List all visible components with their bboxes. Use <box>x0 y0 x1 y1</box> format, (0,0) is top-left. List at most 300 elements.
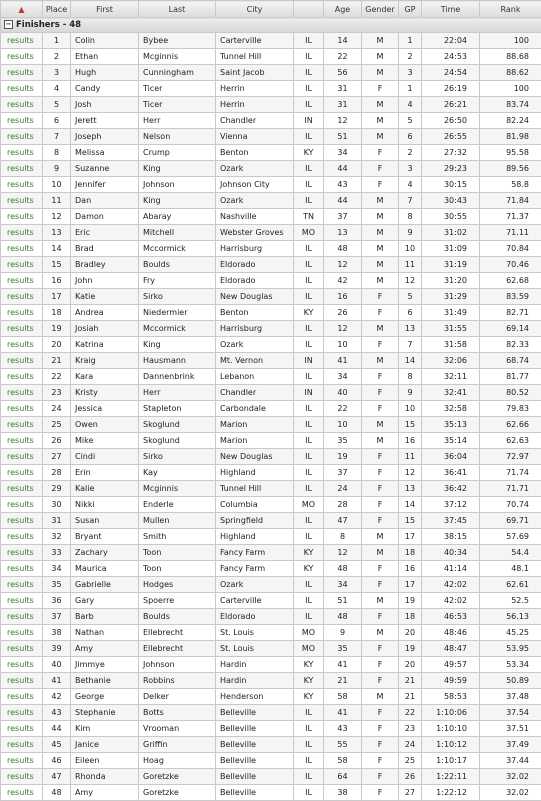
results-link[interactable]: results <box>1 321 43 337</box>
first-name-cell: Erin <box>71 465 139 481</box>
age-cell: 47 <box>324 513 362 529</box>
results-link[interactable]: results <box>1 625 43 641</box>
place-cell: 11 <box>43 193 71 209</box>
time-cell: 26:50 <box>422 113 480 129</box>
gender-cell: F <box>362 401 399 417</box>
results-link[interactable]: results <box>1 657 43 673</box>
table-row <box>1 513 541 529</box>
time-cell: 30:43 <box>422 193 480 209</box>
city-cell: Tunnel Hill <box>216 481 294 497</box>
gender-place-cell: 16 <box>399 561 422 577</box>
gender-cell: F <box>362 177 399 193</box>
results-link[interactable]: results <box>1 193 43 209</box>
first-name-cell: Kim <box>71 721 139 737</box>
rank-cell: 62.68 <box>480 273 541 289</box>
results-link[interactable]: results <box>1 417 43 433</box>
last-name-cell: Mccormick <box>139 241 216 257</box>
results-link[interactable]: results <box>1 465 43 481</box>
city-cell: Eldorado <box>216 257 294 273</box>
time-cell: 26:21 <box>422 97 480 113</box>
results-link[interactable]: results <box>1 177 43 193</box>
results-link[interactable]: results <box>1 65 43 81</box>
age-cell: 38 <box>324 785 362 801</box>
first-name-cell: John <box>71 273 139 289</box>
time-cell: 32:58 <box>422 401 480 417</box>
first-name-cell: Eileen <box>71 753 139 769</box>
age-cell: 37 <box>324 209 362 225</box>
age-cell: 8 <box>324 529 362 545</box>
city-cell: Marion <box>216 433 294 449</box>
results-link[interactable]: results <box>1 145 43 161</box>
gender-place-cell: 7 <box>399 193 422 209</box>
last-name-cell: Sirko <box>139 289 216 305</box>
city-cell: Harrisburg <box>216 241 294 257</box>
table-row <box>1 689 541 705</box>
gender-cell: M <box>362 689 399 705</box>
results-link[interactable]: results <box>1 225 43 241</box>
age-cell: 31 <box>324 97 362 113</box>
first-name-cell: Susan <box>71 513 139 529</box>
results-link[interactable]: results <box>1 449 43 465</box>
last-name-cell: Skoglund <box>139 433 216 449</box>
place-cell: 19 <box>43 321 71 337</box>
gender-cell: M <box>362 433 399 449</box>
rank-cell: 37.48 <box>480 689 541 705</box>
results-link[interactable]: results <box>1 721 43 737</box>
rank-cell: 56.13 <box>480 609 541 625</box>
state-cell: IL <box>294 97 324 113</box>
rank-cell: 54.4 <box>480 545 541 561</box>
state-cell: KY <box>294 305 324 321</box>
state-cell: IN <box>294 113 324 129</box>
first-name-cell: Rhonda <box>71 769 139 785</box>
results-link[interactable]: results <box>1 385 43 401</box>
time-cell: 31:19 <box>422 257 480 273</box>
first-name-cell: Damon <box>71 209 139 225</box>
city-cell: Carbondale <box>216 401 294 417</box>
state-cell: IL <box>294 65 324 81</box>
results-link[interactable]: results <box>1 353 43 369</box>
time-cell: 31:29 <box>422 289 480 305</box>
group-header <box>1 18 541 33</box>
gender-place-cell: 7 <box>399 337 422 353</box>
table-row <box>1 641 541 657</box>
results-link[interactable]: results <box>1 753 43 769</box>
time-cell: 32:41 <box>422 385 480 401</box>
city-cell: Eldorado <box>216 609 294 625</box>
gender-place-cell: 17 <box>399 529 422 545</box>
age-cell: 10 <box>324 337 362 353</box>
table-row <box>1 369 541 385</box>
place-cell: 26 <box>43 433 71 449</box>
first-name-cell: Jennifer <box>71 177 139 193</box>
first-name-cell: Nikki <box>71 497 139 513</box>
city-cell: Benton <box>216 145 294 161</box>
last-name-cell: Hausmann <box>139 353 216 369</box>
last-name-cell: King <box>139 337 216 353</box>
time-cell: 31:09 <box>422 241 480 257</box>
rank-cell: 81.98 <box>480 129 541 145</box>
age-cell: 35 <box>324 433 362 449</box>
results-link[interactable]: results <box>1 401 43 417</box>
first-name-cell: Janice <box>71 737 139 753</box>
results-link[interactable]: results <box>1 209 43 225</box>
place-cell: 20 <box>43 337 71 353</box>
results-link[interactable]: results <box>1 129 43 145</box>
results-link[interactable]: results <box>1 433 43 449</box>
state-cell: IL <box>294 33 324 49</box>
gender-place-cell: 15 <box>399 513 422 529</box>
first-name-cell: Joseph <box>71 129 139 145</box>
gender-cell: F <box>362 769 399 785</box>
gender-cell: F <box>362 161 399 177</box>
place-cell: 38 <box>43 625 71 641</box>
time-cell: 1:10:10 <box>422 721 480 737</box>
results-link[interactable]: results <box>1 257 43 273</box>
gender-cell: M <box>362 49 399 65</box>
gender-place-cell: 6 <box>399 129 422 145</box>
state-cell: MO <box>294 641 324 657</box>
table-row <box>1 129 541 145</box>
age-cell: 44 <box>324 193 362 209</box>
state-cell: IL <box>294 81 324 97</box>
table-row <box>1 257 541 273</box>
results-link[interactable]: results <box>1 769 43 785</box>
gender-place-cell: 3 <box>399 161 422 177</box>
first-name-cell: Josh <box>71 97 139 113</box>
column-header-place[interactable]: Place <box>43 1 71 18</box>
gender-place-cell: 4 <box>399 177 422 193</box>
table-row <box>1 305 541 321</box>
results-link[interactable]: results <box>1 273 43 289</box>
rank-cell: 71.11 <box>480 225 541 241</box>
results-link[interactable]: results <box>1 241 43 257</box>
time-cell: 48:47 <box>422 641 480 657</box>
rank-cell: 58.8 <box>480 177 541 193</box>
place-cell: 1 <box>43 33 71 49</box>
last-name-cell: Goretzke <box>139 785 216 801</box>
results-link[interactable]: results <box>1 97 43 113</box>
gender-place-cell: 22 <box>399 705 422 721</box>
rank-cell: 81.77 <box>480 369 541 385</box>
results-link[interactable]: results <box>1 737 43 753</box>
gender-cell: F <box>362 641 399 657</box>
results-link[interactable]: results <box>1 497 43 513</box>
table-row <box>1 433 541 449</box>
column-header-time[interactable]: Time <box>422 1 480 18</box>
city-cell: Belleville <box>216 737 294 753</box>
first-name-cell: Jerett <box>71 113 139 129</box>
table-row <box>1 721 541 737</box>
gender-cell: F <box>362 497 399 513</box>
age-cell: 14 <box>324 33 362 49</box>
state-cell: IL <box>294 481 324 497</box>
results-link[interactable]: results <box>1 161 43 177</box>
age-cell: 12 <box>324 257 362 273</box>
city-cell: Belleville <box>216 753 294 769</box>
age-cell: 16 <box>324 289 362 305</box>
place-cell: 16 <box>43 273 71 289</box>
table-row <box>1 737 541 753</box>
first-name-cell: Gabrielle <box>71 577 139 593</box>
results-link[interactable]: results <box>1 593 43 609</box>
state-cell: IL <box>294 785 324 801</box>
first-name-cell: Bryant <box>71 529 139 545</box>
table-row <box>1 657 541 673</box>
gender-place-cell: 23 <box>399 721 422 737</box>
time-cell: 24:53 <box>422 49 480 65</box>
place-cell: 27 <box>43 449 71 465</box>
last-name-cell: Mitchell <box>139 225 216 241</box>
results-link[interactable]: results <box>1 545 43 561</box>
city-cell: Henderson <box>216 689 294 705</box>
age-cell: 42 <box>324 273 362 289</box>
gender-cell: M <box>362 417 399 433</box>
place-cell: 30 <box>43 497 71 513</box>
rank-cell: 37.44 <box>480 753 541 769</box>
age-cell: 9 <box>324 625 362 641</box>
gender-place-cell: 1 <box>399 81 422 97</box>
results-link[interactable]: results <box>1 305 43 321</box>
city-cell: New Douglas <box>216 449 294 465</box>
results-link[interactable]: results <box>1 513 43 529</box>
first-name-cell: Brad <box>71 241 139 257</box>
city-cell: Belleville <box>216 705 294 721</box>
rank-cell: 53.95 <box>480 641 541 657</box>
results-link[interactable]: results <box>1 561 43 577</box>
column-header-state[interactable] <box>294 1 324 18</box>
table-row <box>1 753 541 769</box>
last-name-cell: Johnson <box>139 177 216 193</box>
age-cell: 43 <box>324 177 362 193</box>
age-cell: 13 <box>324 225 362 241</box>
last-name-cell: Bybee <box>139 33 216 49</box>
time-cell: 46:53 <box>422 609 480 625</box>
gender-cell: M <box>362 321 399 337</box>
rank-cell: 82.33 <box>480 337 541 353</box>
results-link[interactable]: results <box>1 577 43 593</box>
city-cell: Belleville <box>216 785 294 801</box>
gender-place-cell: 10 <box>399 241 422 257</box>
gender-place-cell: 13 <box>399 321 422 337</box>
results-link[interactable]: results <box>1 705 43 721</box>
age-cell: 12 <box>324 113 362 129</box>
place-cell: 44 <box>43 721 71 737</box>
column-header-gp[interactable]: GP <box>399 1 422 18</box>
gender-place-cell: 5 <box>399 113 422 129</box>
last-name-cell: Ellebrecht <box>139 625 216 641</box>
gender-cell: F <box>362 481 399 497</box>
gender-cell: M <box>362 545 399 561</box>
results-link[interactable]: results <box>1 689 43 705</box>
gender-cell: M <box>362 129 399 145</box>
first-name-cell: Kristy <box>71 385 139 401</box>
first-name-cell: George <box>71 689 139 705</box>
column-header-first[interactable]: First <box>71 1 139 18</box>
place-cell: 46 <box>43 753 71 769</box>
rank-cell: 70.46 <box>480 257 541 273</box>
first-name-cell: Mike <box>71 433 139 449</box>
table-row <box>1 49 541 65</box>
table-row <box>1 241 541 257</box>
place-cell: 8 <box>43 145 71 161</box>
last-name-cell: Boulds <box>139 257 216 273</box>
state-cell: IL <box>294 705 324 721</box>
state-cell: KY <box>294 561 324 577</box>
state-cell: KY <box>294 689 324 705</box>
place-cell: 47 <box>43 769 71 785</box>
city-cell: Herrin <box>216 81 294 97</box>
gender-cell: M <box>362 257 399 273</box>
state-cell: IL <box>294 257 324 273</box>
results-link[interactable]: results <box>1 33 43 49</box>
age-cell: 22 <box>324 49 362 65</box>
city-cell: Johnson City <box>216 177 294 193</box>
gender-cell: F <box>362 737 399 753</box>
gender-cell: F <box>362 449 399 465</box>
rank-cell: 70.84 <box>480 241 541 257</box>
rank-cell: 88.62 <box>480 65 541 81</box>
state-cell: TN <box>294 209 324 225</box>
age-cell: 35 <box>324 641 362 657</box>
first-name-cell: Colin <box>71 33 139 49</box>
results-link[interactable]: results <box>1 113 43 129</box>
table-row <box>1 161 541 177</box>
time-cell: 24:54 <box>422 65 480 81</box>
time-cell: 31:58 <box>422 337 480 353</box>
gender-cell: M <box>362 529 399 545</box>
last-name-cell: Boulds <box>139 609 216 625</box>
gender-cell: F <box>362 609 399 625</box>
results-link[interactable]: results <box>1 289 43 305</box>
column-header-last[interactable]: Last <box>139 1 216 18</box>
first-name-cell: Andrea <box>71 305 139 321</box>
results-link[interactable]: results <box>1 529 43 545</box>
table-row <box>1 625 541 641</box>
gender-cell: M <box>362 241 399 257</box>
gender-cell: F <box>362 305 399 321</box>
gender-place-cell: 19 <box>399 641 422 657</box>
city-cell: Fancy Farm <box>216 545 294 561</box>
sort-arrow-icon: ▲ <box>18 5 24 14</box>
place-cell: 22 <box>43 369 71 385</box>
city-cell: Ozark <box>216 337 294 353</box>
table-row <box>1 225 541 241</box>
age-cell: 41 <box>324 657 362 673</box>
table-row <box>1 113 541 129</box>
gender-place-cell: 8 <box>399 369 422 385</box>
age-cell: 26 <box>324 305 362 321</box>
last-name-cell: Kay <box>139 465 216 481</box>
place-cell: 6 <box>43 113 71 129</box>
state-cell: IL <box>294 737 324 753</box>
last-name-cell: Herr <box>139 113 216 129</box>
column-header-city[interactable]: City <box>216 1 294 18</box>
state-cell: MO <box>294 625 324 641</box>
table-row <box>1 385 541 401</box>
rank-cell: 62.63 <box>480 433 541 449</box>
results-link[interactable]: results <box>1 673 43 689</box>
time-cell: 36:41 <box>422 465 480 481</box>
first-name-cell: Kara <box>71 369 139 385</box>
city-cell: Marion <box>216 417 294 433</box>
results-link[interactable]: results <box>1 81 43 97</box>
age-cell: 34 <box>324 369 362 385</box>
results-link[interactable]: results <box>1 481 43 497</box>
gender-cell: M <box>362 113 399 129</box>
column-header-age[interactable]: Age <box>324 1 362 18</box>
time-cell: 40:34 <box>422 545 480 561</box>
column-header-rank[interactable]: Rank <box>480 1 541 18</box>
gender-cell: M <box>362 65 399 81</box>
last-name-cell: Ellebrecht <box>139 641 216 657</box>
rank-cell: 52.5 <box>480 593 541 609</box>
city-cell: Springfield <box>216 513 294 529</box>
rank-cell: 100 <box>480 81 541 97</box>
gender-cell: F <box>362 337 399 353</box>
time-cell: 49:57 <box>422 657 480 673</box>
age-cell: 43 <box>324 721 362 737</box>
age-cell: 48 <box>324 561 362 577</box>
rank-cell: 37.54 <box>480 705 541 721</box>
state-cell: IL <box>294 417 324 433</box>
results-link[interactable]: results <box>1 785 43 801</box>
age-cell: 51 <box>324 593 362 609</box>
place-cell: 13 <box>43 225 71 241</box>
gender-place-cell: 14 <box>399 353 422 369</box>
collapse-toggle-icon[interactable]: − <box>4 20 13 29</box>
first-name-cell: Hugh <box>71 65 139 81</box>
rank-cell: 48.1 <box>480 561 541 577</box>
time-cell: 42:02 <box>422 593 480 609</box>
results-link[interactable]: results <box>1 337 43 353</box>
gender-place-cell: 4 <box>399 97 422 113</box>
gender-place-cell: 9 <box>399 385 422 401</box>
results-link[interactable]: results <box>1 49 43 65</box>
age-cell: 55 <box>324 737 362 753</box>
city-cell: Fancy Farm <box>216 561 294 577</box>
results-link[interactable]: results <box>1 369 43 385</box>
table-row <box>1 81 541 97</box>
time-cell: 1:10:17 <box>422 753 480 769</box>
time-cell: 31:20 <box>422 273 480 289</box>
table-row <box>1 417 541 433</box>
gender-place-cell: 11 <box>399 257 422 273</box>
table-row <box>1 449 541 465</box>
last-name-cell: Herr <box>139 385 216 401</box>
age-cell: 34 <box>324 145 362 161</box>
state-cell: IL <box>294 177 324 193</box>
last-name-cell: Abaray <box>139 209 216 225</box>
time-cell: 26:55 <box>422 129 480 145</box>
gender-place-cell: 20 <box>399 625 422 641</box>
rank-cell: 45.25 <box>480 625 541 641</box>
column-header-sort[interactable] <box>1 1 43 18</box>
state-cell: MO <box>294 225 324 241</box>
column-header-gender[interactable]: Gender <box>362 1 399 18</box>
rank-cell: 70.74 <box>480 497 541 513</box>
gender-cell: F <box>362 753 399 769</box>
state-cell: IL <box>294 513 324 529</box>
city-cell: Eldorado <box>216 273 294 289</box>
results-link[interactable]: results <box>1 641 43 657</box>
city-cell: Vienna <box>216 129 294 145</box>
gender-place-cell: 12 <box>399 273 422 289</box>
gender-place-cell: 21 <box>399 673 422 689</box>
rank-cell: 79.83 <box>480 401 541 417</box>
rank-cell: 83.74 <box>480 97 541 113</box>
results-link[interactable]: results <box>1 609 43 625</box>
